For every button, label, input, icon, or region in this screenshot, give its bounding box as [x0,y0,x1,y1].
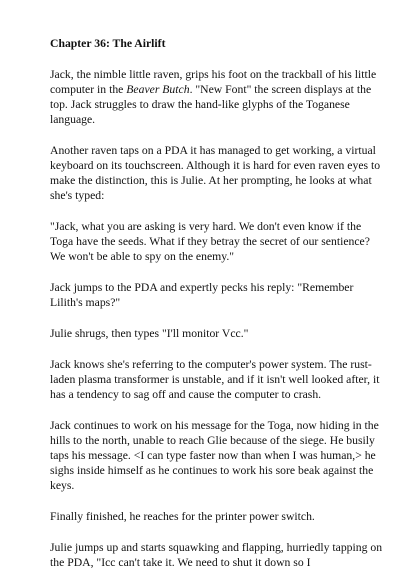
italic-text: Beaver Butch [126,83,190,96]
paragraph-text: Jack jumps to the PDA and expertly pecks his reply: "Remember Lilith's maps?" [50,281,354,309]
paragraph-text: "Jack, what you are asking is very hard. We don't even know if the Toga have the seeds. What if they betray the secret of our sentience? We won't be able to spy on the enemy." [50,220,370,263]
paragraph [50,540,385,570]
paragraph-text: Jack knows she's referring to the computer's power system. The rust-laden plasma transformer is unstable, and if it isn't well looked after, it has a tendency to sag off and cause the computer to crash. [50,358,380,401]
paragraph-text: Jack continues to work on his message for the Toga, now hiding in the hills to the north, unable to reach Glie because of the siege. He busily taps his message. <I can type faster now than when I was human,> he sighs inside himself as he continues to work his sore beak against the keys. [50,419,379,492]
paragraph-text: Finally finished, he reaches for the printer power switch. [50,510,315,523]
paragraph [50,219,385,264]
chapter-title: Chapter 36: The Airlift [50,37,166,50]
paragraph [50,326,385,341]
paragraph [50,280,385,310]
document-body [50,36,385,586]
paragraph-text: Julie shrugs, then types "I'll monitor Vcc." [50,327,249,340]
paragraph [50,67,385,127]
paragraph-text: Another raven taps on a PDA it has managed to get working, a virtual keyboard on its touchscreen. Although it is hard for even raven eyes to make the distinction, this is Julie. At her prompting, he looks at what she's typed: [50,144,381,202]
paragraph-list [50,67,385,570]
paragraph [50,418,385,493]
paragraph [50,143,385,203]
paragraph [50,509,385,524]
paragraph-text: Julie jumps up and starts squawking and flapping, hurriedly tapping on the PDA, "Icc can't take it. We need to shut it down so I [50,541,383,569]
paragraph-text: . "New Font" the screen displays at the top. Jack struggles to draw the hand-like glyphs of the Toganese language. [50,83,372,126]
paragraph-text: Jack, the nimble little raven, grips his foot on the trackball of his little computer in the [50,68,377,96]
paragraph [50,357,385,402]
